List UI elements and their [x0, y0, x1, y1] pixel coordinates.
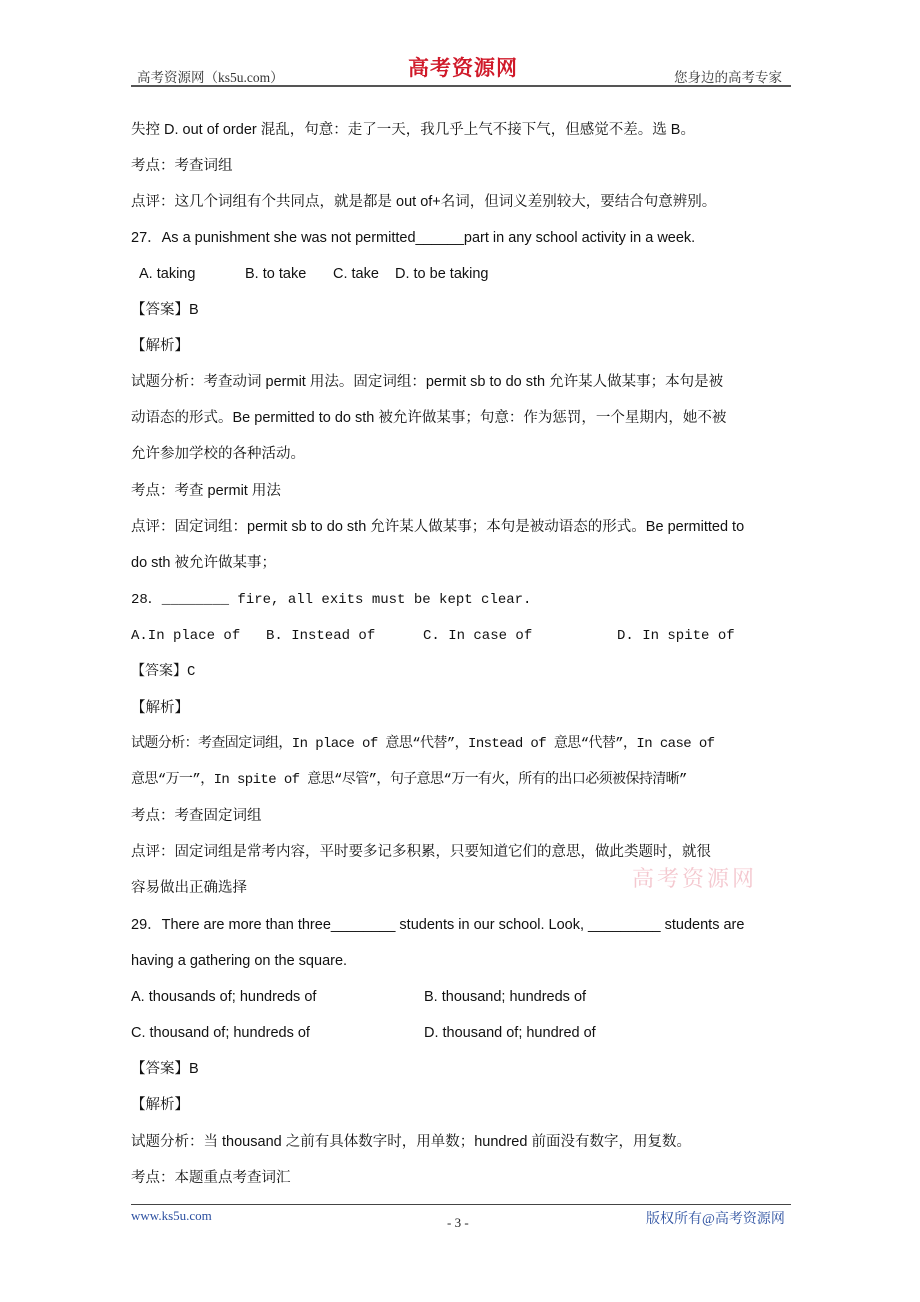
text-line: 允许参加学校的各种活动。	[131, 446, 305, 462]
text-line: 考点：考查 permit 用法	[131, 483, 281, 499]
answer: 【答案】C	[131, 664, 196, 680]
watermark: 高考资源网	[632, 866, 758, 891]
header-site-name: 高考资源网（ks5u.com）	[137, 70, 284, 85]
text-line: 考点：本题重点考查词汇	[131, 1170, 291, 1186]
footer-copyright: 版权所有@高考资源网	[646, 1212, 785, 1227]
option-b: B. Instead of	[266, 628, 376, 644]
option-b: B. to take	[245, 266, 307, 282]
question-28: 28．________ fire, all exits must be kept clear.	[131, 592, 532, 608]
option-c: C. take	[333, 266, 379, 282]
option-a: A. thousands of; hundreds of	[131, 989, 317, 1005]
text-line: 考点：考查词组	[131, 158, 233, 174]
option-c: C. In case of	[423, 628, 533, 644]
text-line: 考点：考查固定词组	[131, 808, 262, 824]
footer-rule	[131, 1204, 791, 1205]
option-d: D. thousand of; hundred of	[424, 1025, 596, 1041]
answer: 【答案】B	[131, 1061, 199, 1077]
answer: 【答案】B	[131, 302, 199, 318]
text-line: 试题分析：考查动词 permit 用法。固定词组：permit sb to do sth 允许某人做某事；本句是被	[131, 374, 724, 390]
analysis-heading: 【解析】	[131, 1097, 189, 1113]
text-line: do sth 被允许做某事；	[131, 555, 277, 571]
text-line: having a gathering on the square.	[131, 953, 348, 969]
text-line: 试题分析：当 thousand 之前有具体数字时，用单数；hundred 前面没有数字，用复数。	[131, 1134, 691, 1150]
header-logo: 高考资源网	[408, 56, 518, 80]
analysis-heading: 【解析】	[131, 700, 189, 716]
question-27: 27．As a punishment she was not permitted______part in any school activity in a week.	[131, 230, 696, 246]
page-number: - 3 -	[447, 1215, 469, 1230]
option-c: C. thousand of; hundreds of	[131, 1025, 310, 1041]
text-line: 动语态的形式。Be permitted to do sth 被允许做某事；句意：作为惩罚，一个星期内，她不被	[131, 410, 727, 426]
option-a: A. taking	[139, 266, 196, 282]
text-line: 点评：固定词组：permit sb to do sth 允许某人做某事；本句是被动语态的形式。Be permitted to	[131, 519, 745, 535]
option-d: D. In spite of	[617, 628, 735, 644]
text-line: 试题分析：考查固定词组，In place of 意思“代替”，Instead of 意思“代替”，In case of	[131, 736, 715, 752]
footer-link[interactable]: www.ks5u.com	[131, 1208, 212, 1223]
option-a: A.In place of	[131, 628, 241, 644]
header-rule	[131, 85, 791, 87]
question-29: 29．There are more than three________ students in our school. Look, _________ students are	[131, 917, 745, 933]
text-line: 容易做出正确选择	[131, 880, 247, 896]
text-line: 失控 D. out of order 混乱，句意：走了一天，我几乎上气不接下气，但感觉不差。选 B。	[131, 122, 695, 138]
analysis-heading: 【解析】	[131, 338, 189, 354]
text-line: 点评：这几个词组有个共同点，就是都是 out of+名词，但词义差别较大，要结合句意辨别。	[131, 194, 717, 210]
text-line: 点评：固定词组是常考内容，平时要多记多积累，只要知道它们的意思，做此类题时，就很	[131, 844, 711, 860]
option-b: B. thousand; hundreds of	[424, 989, 587, 1005]
text-line: 意思“万一”，In spite of 意思“尽管”，句子意思“万一有火，所有的出口必须被保持清晰”	[131, 772, 687, 788]
option-d: D. to be taking	[395, 266, 489, 282]
header-tagline: 您身边的高考专家	[674, 70, 782, 85]
